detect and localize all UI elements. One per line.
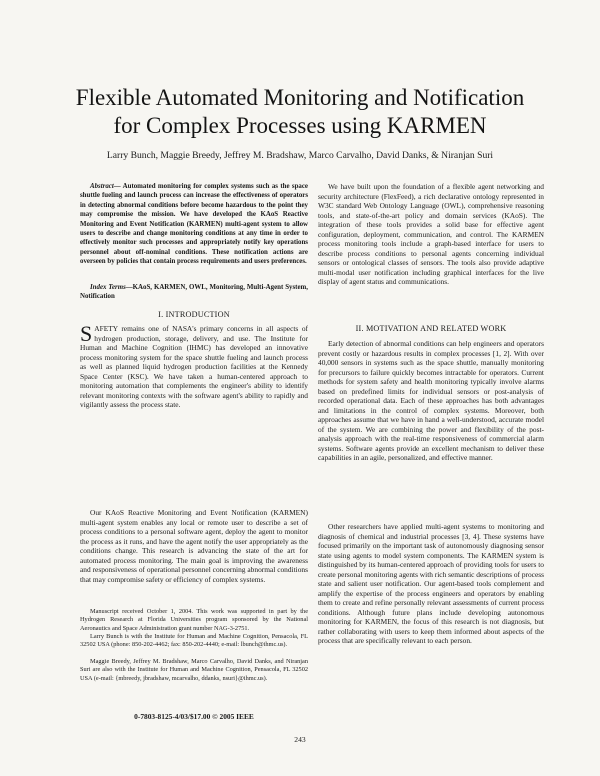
index-terms bbox=[80, 283, 308, 302]
section-heading-introduction: I. INTRODUCTION bbox=[158, 310, 230, 319]
motivation-paragraph-2: Other researchers have applied multi-agent systems to monitoring and diagnosis of chemical and industrial processes [3, 4]. These systems have focused primarily on the important task of autonomously diagnosing sensor state using agents to model system components. The KARMEN system is distinguished by its human-centered approach of providing tools for users to create personal monitoring agents with rich semantic descriptions of process state and salient user notification. Our agent-based tools complement and amplify the expertise of the process engineers and operators by enabling them to create and refine personally relevant assessments of current process conditions. Although future plans include developing autonomous monitoring for KARMEN, the focus of this research is not diagnosis, but rather collaborating with users to keep them informed about aspects of the process that are specifically relevant to each person. bbox=[318, 522, 544, 645]
footnote-coauthors: Maggie Breedy, Jeffrey M. Bradshaw, Marco Carvalho, David Danks, and Niranjan Suri are also with the Institute for Human and Machine Cognition, Pensacola, FL 32502 USA (e-mail: {mbreedy, jbradshaw, mcarvalho, ddanks, nsuri}@ihmc.us). bbox=[80, 658, 308, 682]
intro-paragraph-2: Our KAoS Reactive Monitoring and Event Notification (KARMEN) multi-agent system enables any local or remote user to describe a set of process conditions to a personal software agent, deploy the agent to monitor the process as it runs, and have the agent notify the user appropriately as the conditions change. This research is advancing the state of the art for automated process monitoring. The main goal is improving the awareness and responsiveness of operational personnel concerning abnormal conditions that may compromise safety or efficiency of complex systems. bbox=[80, 508, 308, 584]
index-terms-body: —KAoS, KARMEN, OWL, Monitoring, Multi-Agent System, Notification bbox=[80, 284, 308, 301]
drop-cap: S bbox=[80, 324, 93, 346]
index-terms-lead: Index Terms bbox=[90, 284, 126, 291]
right-column bbox=[318, 182, 544, 730]
footnote-author-1: Larry Bunch is with the Institute for Human and Machine Cognition, Pensacola, FL 32502 USA (phone: 850-202-4462; fax: 850-202-4440; e-mail: lbunch@ihmc.us). bbox=[80, 633, 308, 649]
isbn-copyright: 0-7803-8125-4/03/$17.00 © 2005 IEEE bbox=[134, 712, 254, 721]
footnote-manuscript: Manuscript received October 1, 2004. This work was supported in part by the Hydrogen Research at Florida Universities program sponsored by the National Aeronautics and Space Administration grant number NAG-3-2751. bbox=[80, 608, 308, 632]
paper-title-line-1: Flexible Automated Monitoring and Notification bbox=[75, 85, 525, 110]
author-list: Larry Bunch, Maggie Breedy, Jeffrey M. Bradshaw, Marco Carvalho, David Danks, & Niranjan Suri bbox=[106, 150, 494, 161]
motivation-paragraph-1: Early detection of abnormal conditions can help engineers and operators prevent costly or hazardous results in complex processes [1, 2]. With over 40,000 sensors in systems such as the space shuttle, manually monitoring for precursors to failure quickly becomes intractable for operators. Current methods for system safety and health monitoring typically involve alarms based on predefined limits for individual sensors or post-analysis of recorded operational data. Each of these approaches has both advantages and limitations in the control of complex systems. Moreover, both approaches assume that we have in hand a well-understood, accurate model of the system. We are combining the power and flexibility of the post-analysis approach with the real-time responsiveness of commercial alarm systems. Software agents provide an excellent mechanism to deliver these capabilities in an agile, personalized, and effective manner. bbox=[318, 339, 544, 462]
section-heading-motivation: II. MOTIVATION AND RELATED WORK bbox=[355, 324, 507, 333]
page-number: 243 bbox=[294, 735, 306, 744]
paper-title-line-2: for Complex Processes using KARMEN bbox=[113, 113, 487, 138]
abstract-body: Automated monitoring for complex systems such as the space shuttle fueling and launch process can increase the effectiveness of operators in detecting abnormal conditions before become hazardous to the point they may compromise the mission. We have developed the KAoS Reactive Monitoring and Event Notification (KARMEN) multi-agent system to allow users to describe and change monitoring conditions at any time in order to effectively monitor such processes and appropriately notify key operations personnel about off-nominal conditions. These notification actions are overseen by policies that contain process requirements and users preferences. bbox=[80, 183, 308, 266]
left-column bbox=[80, 182, 308, 730]
intro-paragraph-1 bbox=[80, 324, 308, 516]
abstract bbox=[80, 182, 308, 267]
right-paragraph-1: We have built upon the foundation of a flexible agent networking and security architecture (FlexFeed), a rich declarative ontology represented in W3C standard Web Ontology Language (OWL), comprehensive reasoning tools, and state-of-the-art policy and domain services (KAoS). The integration of these tools provides a solid base for effective agent configuration, deployment, communication, and control. The KARMEN process monitoring tools include a graph-based interface for users to describe process conditions to personal agents concerning individual sensors or ontological classes of sensors. The tools also provide adaptive multi-modal user notification including graphical interfaces for the live display of agent status and communications. bbox=[318, 182, 544, 286]
abstract-lead: Abstract— bbox=[90, 183, 121, 190]
intro-paragraph-1-text: AFETY remains one of NASA's primary concerns in all aspects of hydrogen production, storage, delivery, and use. The Institute for Human and Machine Cognition (IHMC) has developed an innovative process monitoring system for the space shuttle fueling and launch process as well as planned liquid hydrogen production facilities at the Kennedy Space Center (KSC). We have taken a human-centered approach to monitoring automation that complements the engineer's ability to identify relevant monitoring contexts with the software agent's ability to rapidly and vigilantly assess the process state. bbox=[80, 324, 308, 409]
